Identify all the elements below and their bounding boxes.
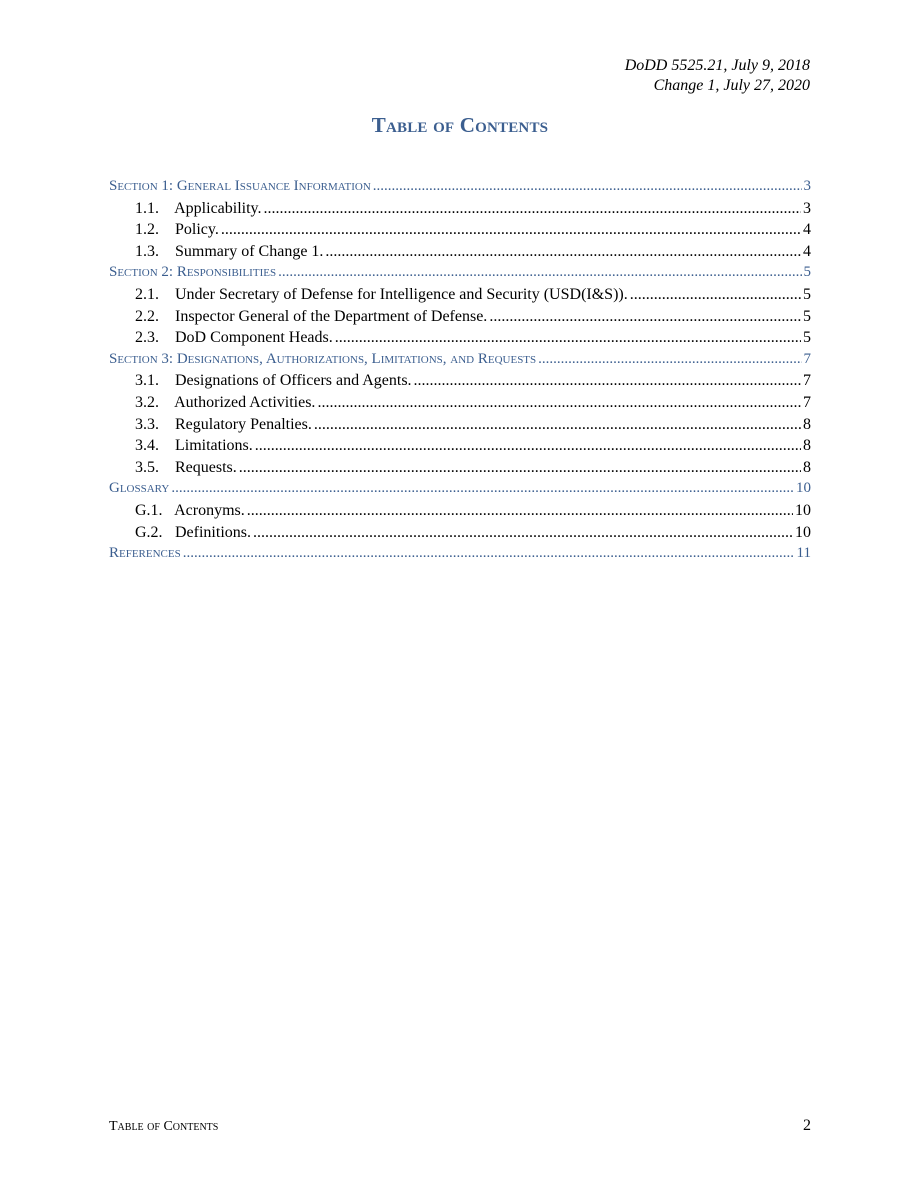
toc-page-number: 8 (803, 415, 811, 433)
toc-leader-dots (314, 416, 801, 434)
toc-entry-label: Section 3: Designations, Authorizations, Limitations, and Requests (109, 350, 537, 367)
toc-leader-dots (171, 480, 794, 497)
table-of-contents (109, 178, 811, 567)
toc-entry-title: Limitations. (175, 437, 253, 455)
toc-entry-number: 3.3. (135, 415, 159, 433)
toc-page-number: 3 (803, 178, 811, 194)
toc-item-g-1[interactable] (109, 502, 811, 524)
page-footer (109, 1117, 811, 1135)
toc-entry-number: G.1. (135, 501, 163, 519)
toc-entry-number: 3.5. (135, 458, 159, 476)
toc-page-number: 4 (803, 221, 811, 239)
toc-entry-number: 1.3. (135, 242, 159, 260)
toc-item-g-2[interactable] (109, 524, 811, 546)
toc-entry-label (135, 221, 219, 239)
toc-page-number: 5 (803, 329, 811, 347)
toc-entry-title: Under Secretary of Defense for Intelligence and Security (USD(I&S)). (175, 285, 628, 303)
toc-item-1-3[interactable] (109, 243, 811, 265)
toc-entry-title: Inspector General of the Department of Defense. (175, 307, 488, 325)
toc-leader-dots (183, 545, 795, 562)
toc-entry-label (135, 459, 237, 477)
toc-entry-title: Acronyms. (174, 501, 245, 519)
toc-item-2-3[interactable] (109, 329, 811, 351)
toc-entry-title: Applicability. (174, 199, 262, 217)
toc-section-references[interactable] (109, 545, 811, 567)
toc-entry-label (135, 502, 245, 520)
toc-entry-number: 3.1. (135, 372, 159, 390)
toc-leader-dots (373, 178, 802, 195)
footer-section-label: Table of Contents (109, 1119, 219, 1134)
toc-entry-label (135, 329, 333, 347)
toc-entry-number: 1.1. (135, 199, 159, 217)
toc-entry-number: 1.2. (135, 221, 159, 239)
toc-item-2-1[interactable] (109, 286, 811, 308)
toc-item-3-4[interactable] (109, 437, 811, 459)
toc-entry-label (135, 437, 253, 455)
toc-entry-label (135, 524, 251, 542)
toc-entry-title: Summary of Change 1. (175, 242, 324, 260)
toc-page-number: 3 (803, 199, 811, 217)
toc-entry-title: Designations of Officers and Agents. (175, 372, 412, 390)
toc-entry-label: Section 1: General Issuance Information (109, 178, 371, 194)
toc-leader-dots (325, 243, 801, 261)
toc-item-1-1[interactable] (109, 200, 811, 222)
toc-entry-label: References (109, 545, 181, 562)
toc-entry-number: 2.3. (135, 329, 159, 347)
toc-entry-label (135, 286, 628, 304)
toc-page-number: 10 (795, 523, 811, 541)
toc-entry-number: 2.1. (135, 285, 159, 303)
toc-item-3-5[interactable] (109, 459, 811, 481)
toc-section-glossary[interactable] (109, 480, 811, 502)
document-header (625, 56, 810, 96)
toc-entry-label (135, 200, 262, 218)
toc-leader-dots (264, 200, 801, 218)
toc-page-number: 5 (803, 307, 811, 325)
toc-entry-title: Definitions. (175, 523, 251, 541)
toc-entry-label: Glossary (109, 480, 170, 497)
toc-leader-dots (255, 437, 801, 455)
toc-section-1[interactable] (109, 178, 811, 200)
toc-page-number: 5 (803, 285, 811, 303)
toc-page-number: 11 (796, 545, 811, 562)
toc-entry-number: 3.4. (135, 437, 159, 455)
toc-entry-title: Policy. (175, 221, 219, 239)
toc-entry-title: Regulatory Penalties. (175, 415, 312, 433)
toc-entry-label: Section 2: Responsibilities (109, 264, 277, 281)
toc-item-1-2[interactable] (109, 221, 811, 243)
toc-page-number: 8 (803, 458, 811, 476)
toc-leader-dots (253, 524, 793, 542)
toc-page-number: 7 (803, 372, 811, 390)
toc-entry-title: DoD Component Heads. (175, 329, 333, 347)
toc-leader-dots (278, 264, 801, 281)
toc-page-number: 10 (795, 501, 811, 519)
toc-entry-label (135, 243, 323, 261)
page-title: Table of Contents (371, 113, 549, 137)
toc-entry-title: Authorized Activities. (174, 393, 316, 411)
toc-page-number: 5 (803, 264, 811, 281)
toc-leader-dots (538, 351, 801, 368)
toc-entry-label (135, 372, 412, 390)
toc-entry-label (135, 308, 487, 326)
footer-page-number: 2 (803, 1117, 811, 1134)
toc-leader-dots (489, 308, 801, 326)
toc-entry-number: 2.2. (135, 307, 159, 325)
header-issuance-line: DoDD 5525.21, July 9, 2018 (624, 57, 810, 74)
toc-section-2[interactable] (109, 264, 811, 286)
toc-leader-dots (239, 459, 801, 477)
toc-page-number: 10 (796, 480, 811, 497)
toc-leader-dots (247, 502, 793, 520)
toc-item-3-2[interactable] (109, 394, 811, 416)
toc-leader-dots (221, 221, 801, 239)
toc-page-number: 4 (803, 242, 811, 260)
toc-item-3-1[interactable] (109, 372, 811, 394)
toc-section-3[interactable] (109, 351, 811, 373)
toc-leader-dots (317, 394, 801, 412)
toc-page-number: 8 (803, 437, 811, 455)
toc-entry-number: G.2. (135, 523, 163, 541)
toc-leader-dots (335, 329, 801, 347)
toc-entry-title: Requests. (175, 458, 237, 476)
toc-entry-label (135, 416, 312, 434)
toc-page-number: 7 (803, 393, 811, 411)
toc-item-3-3[interactable] (109, 416, 811, 438)
toc-leader-dots (630, 286, 801, 304)
toc-entry-number: 3.2. (135, 393, 159, 411)
header-change-line: Change 1, July 27, 2020 (653, 77, 810, 94)
toc-item-2-2[interactable] (109, 308, 811, 330)
toc-entry-label (135, 394, 315, 412)
toc-page-number: 7 (803, 350, 811, 367)
toc-leader-dots (414, 372, 801, 390)
